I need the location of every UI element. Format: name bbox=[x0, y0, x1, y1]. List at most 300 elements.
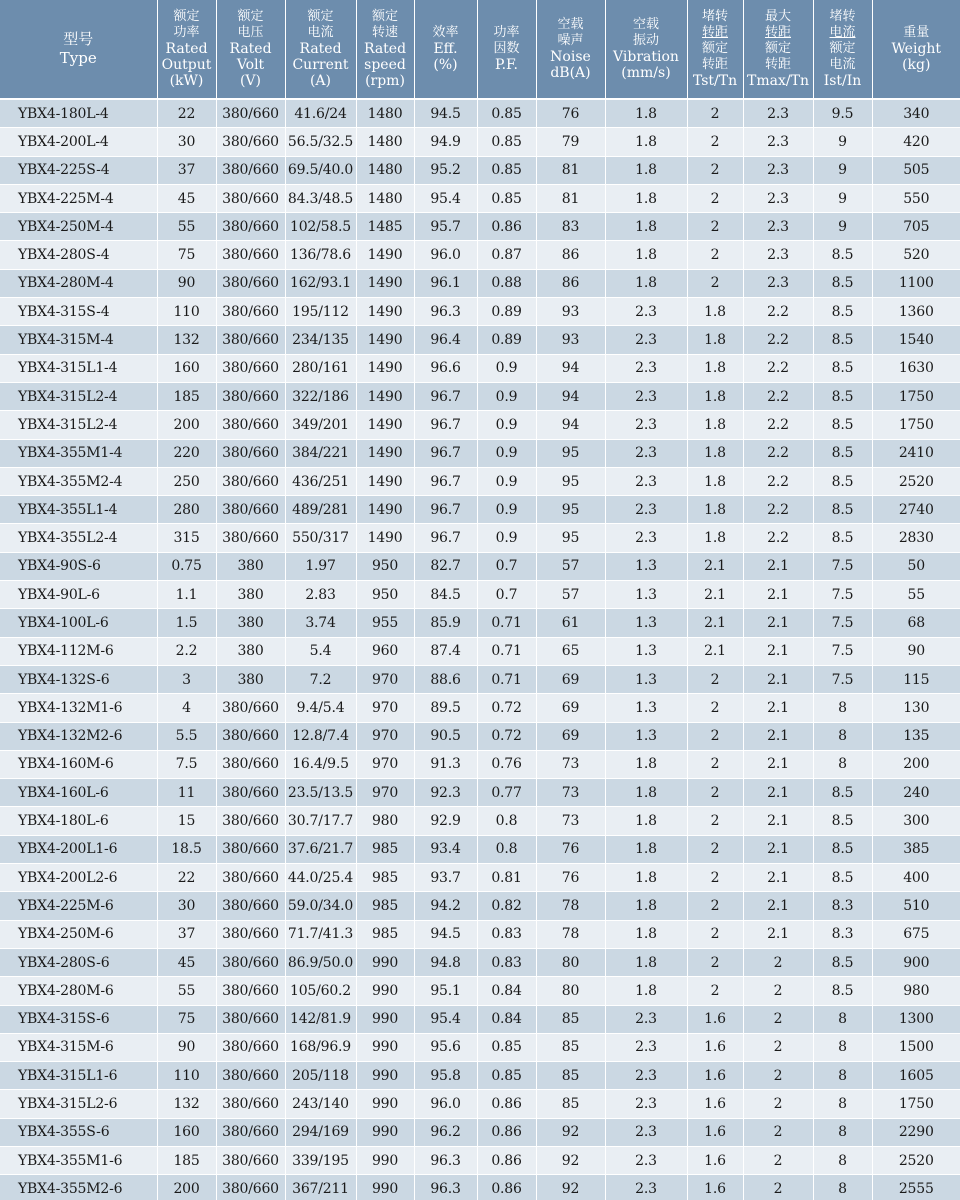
cell-tst-tn: 1.8 bbox=[687, 467, 743, 495]
cell-weight: 115 bbox=[872, 665, 960, 693]
cell-rated-current: 195/112 bbox=[285, 298, 356, 326]
cell-rated-current: 71.7/41.3 bbox=[285, 920, 356, 948]
cell-rated-output: 132 bbox=[157, 1090, 216, 1118]
cell-type: YBX4-315L2-4 bbox=[0, 411, 157, 439]
cell-vibration: 2.3 bbox=[605, 1033, 687, 1061]
table-row bbox=[0, 298, 960, 326]
cell-weight: 90 bbox=[872, 637, 960, 665]
cell-efficiency: 96.3 bbox=[414, 1175, 477, 1200]
cell-vibration: 1.8 bbox=[605, 184, 687, 212]
cell-efficiency: 92.9 bbox=[414, 807, 477, 835]
header-line: 空载 bbox=[557, 17, 584, 32]
header-line: Rated bbox=[165, 41, 208, 57]
header-line: 振动 bbox=[632, 33, 659, 48]
cell-noise: 95 bbox=[536, 524, 605, 552]
table-header bbox=[0, 0, 960, 99]
cell-weight: 1300 bbox=[872, 1005, 960, 1033]
cell-weight: 340 bbox=[872, 99, 960, 128]
cell-noise: 94 bbox=[536, 354, 605, 382]
cell-ist-in: 8.5 bbox=[813, 241, 872, 269]
cell-tst-tn: 2 bbox=[687, 948, 743, 976]
cell-rated-speed: 1490 bbox=[356, 524, 414, 552]
cell-vibration: 2.3 bbox=[605, 354, 687, 382]
header-line: (rpm) bbox=[365, 73, 405, 89]
cell-rated-speed: 950 bbox=[356, 552, 414, 580]
cell-weight: 900 bbox=[872, 948, 960, 976]
table-row bbox=[0, 694, 960, 722]
cell-rated-current: 16.4/9.5 bbox=[285, 750, 356, 778]
header-line: 电流 bbox=[829, 57, 856, 72]
cell-power-factor: 0.9 bbox=[477, 467, 536, 495]
cell-rated-speed: 970 bbox=[356, 750, 414, 778]
cell-efficiency: 94.5 bbox=[414, 99, 477, 128]
cell-weight: 1100 bbox=[872, 269, 960, 297]
cell-efficiency: 91.3 bbox=[414, 750, 477, 778]
header-line: 空载 bbox=[632, 17, 659, 32]
cell-rated-output: 45 bbox=[157, 184, 216, 212]
cell-power-factor: 0.9 bbox=[477, 524, 536, 552]
table-row bbox=[0, 637, 960, 665]
cell-power-factor: 0.85 bbox=[477, 1033, 536, 1061]
cell-vibration: 2.3 bbox=[605, 411, 687, 439]
cell-tmax-tn: 2 bbox=[743, 1175, 813, 1200]
cell-efficiency: 96.0 bbox=[414, 241, 477, 269]
cell-rated-speed: 1490 bbox=[356, 298, 414, 326]
cell-ist-in: 7.5 bbox=[813, 581, 872, 609]
cell-type: YBX4-355M1-4 bbox=[0, 439, 157, 467]
cell-rated-current: 105/60.2 bbox=[285, 977, 356, 1005]
cell-power-factor: 0.9 bbox=[477, 354, 536, 382]
header-vibration bbox=[605, 0, 687, 99]
cell-tst-tn: 2.1 bbox=[687, 637, 743, 665]
header-line: 额定 bbox=[701, 41, 728, 56]
cell-power-factor: 0.89 bbox=[477, 298, 536, 326]
cell-rated-volt: 380/660 bbox=[216, 382, 285, 410]
cell-type: YBX4-90S-6 bbox=[0, 552, 157, 580]
cell-rated-speed: 1490 bbox=[356, 241, 414, 269]
cell-type: YBX4-132S-6 bbox=[0, 665, 157, 693]
cell-rated-speed: 1480 bbox=[356, 184, 414, 212]
cell-efficiency: 95.1 bbox=[414, 977, 477, 1005]
cell-tst-tn: 2 bbox=[687, 977, 743, 1005]
header-ist-in bbox=[813, 0, 872, 99]
cell-tmax-tn: 2 bbox=[743, 948, 813, 976]
cell-ist-in: 9 bbox=[813, 128, 872, 156]
cell-weight: 520 bbox=[872, 241, 960, 269]
cell-rated-output: 280 bbox=[157, 496, 216, 524]
cell-power-factor: 0.86 bbox=[477, 1118, 536, 1146]
cell-type: YBX4-355M2-4 bbox=[0, 467, 157, 495]
cell-rated-volt: 380/660 bbox=[216, 864, 285, 892]
cell-tmax-tn: 2.1 bbox=[743, 835, 813, 863]
cell-vibration: 2.3 bbox=[605, 439, 687, 467]
table-row bbox=[0, 1175, 960, 1200]
cell-rated-volt: 380/660 bbox=[216, 1175, 285, 1200]
cell-rated-current: 322/186 bbox=[285, 382, 356, 410]
header-line: speed bbox=[364, 57, 406, 73]
cell-power-factor: 0.9 bbox=[477, 382, 536, 410]
cell-tmax-tn: 2 bbox=[743, 1118, 813, 1146]
cell-weight: 385 bbox=[872, 835, 960, 863]
cell-power-factor: 0.86 bbox=[477, 213, 536, 241]
header-line: 功率 bbox=[493, 25, 520, 40]
table-row bbox=[0, 779, 960, 807]
table-row bbox=[0, 835, 960, 863]
cell-efficiency: 87.4 bbox=[414, 637, 477, 665]
cell-ist-in: 7.5 bbox=[813, 552, 872, 580]
cell-rated-volt: 380/660 bbox=[216, 1033, 285, 1061]
cell-rated-volt: 380/660 bbox=[216, 892, 285, 920]
cell-rated-speed: 990 bbox=[356, 1175, 414, 1200]
cell-power-factor: 0.82 bbox=[477, 892, 536, 920]
header-line: (mm/s) bbox=[621, 65, 671, 81]
cell-rated-volt: 380/660 bbox=[216, 1005, 285, 1033]
cell-vibration: 1.8 bbox=[605, 835, 687, 863]
header-line: 转距 bbox=[701, 25, 728, 40]
table-row bbox=[0, 382, 960, 410]
header-line: Vibration bbox=[613, 49, 679, 65]
cell-noise: 69 bbox=[536, 694, 605, 722]
header-efficiency bbox=[414, 0, 477, 99]
cell-rated-volt: 380/660 bbox=[216, 184, 285, 212]
cell-rated-output: 7.5 bbox=[157, 750, 216, 778]
cell-rated-output: 250 bbox=[157, 467, 216, 495]
cell-rated-current: 12.8/7.4 bbox=[285, 722, 356, 750]
header-line: Rated bbox=[363, 41, 407, 57]
cell-noise: 95 bbox=[536, 439, 605, 467]
cell-type: YBX4-250M-6 bbox=[0, 920, 157, 948]
header-line: Output bbox=[161, 57, 212, 73]
cell-rated-volt: 380 bbox=[216, 552, 285, 580]
cell-noise: 92 bbox=[536, 1175, 605, 1200]
cell-rated-speed: 990 bbox=[356, 1118, 414, 1146]
cell-rated-speed: 990 bbox=[356, 1033, 414, 1061]
cell-vibration: 2.3 bbox=[605, 1146, 687, 1174]
header-line: Noise bbox=[550, 49, 591, 65]
cell-noise: 73 bbox=[536, 750, 605, 778]
cell-rated-volt: 380/660 bbox=[216, 467, 285, 495]
cell-rated-output: 200 bbox=[157, 1175, 216, 1200]
header-line: 堵转 bbox=[829, 9, 856, 24]
cell-vibration: 2.3 bbox=[605, 467, 687, 495]
cell-rated-current: 243/140 bbox=[285, 1090, 356, 1118]
cell-vibration: 2.3 bbox=[605, 1062, 687, 1090]
cell-rated-current: 7.2 bbox=[285, 665, 356, 693]
cell-efficiency: 95.2 bbox=[414, 156, 477, 184]
cell-noise: 92 bbox=[536, 1118, 605, 1146]
cell-efficiency: 95.7 bbox=[414, 213, 477, 241]
header-line: (A) bbox=[309, 73, 332, 89]
cell-efficiency: 96.7 bbox=[414, 382, 477, 410]
cell-rated-volt: 380/660 bbox=[216, 1090, 285, 1118]
header-line: 转速 bbox=[371, 25, 398, 40]
header-tst-tn bbox=[687, 0, 743, 99]
cell-rated-volt: 380 bbox=[216, 609, 285, 637]
cell-noise: 93 bbox=[536, 326, 605, 354]
cell-rated-output: 110 bbox=[157, 298, 216, 326]
cell-type: YBX4-250M-4 bbox=[0, 213, 157, 241]
cell-rated-speed: 1490 bbox=[356, 411, 414, 439]
cell-ist-in: 8.5 bbox=[813, 382, 872, 410]
header-line: Tmax/Tn bbox=[747, 73, 809, 89]
cell-rated-output: 1.1 bbox=[157, 581, 216, 609]
cell-noise: 76 bbox=[536, 864, 605, 892]
cell-tst-tn: 2 bbox=[687, 694, 743, 722]
table-row bbox=[0, 1062, 960, 1090]
cell-type: YBX4-280S-6 bbox=[0, 948, 157, 976]
table-row bbox=[0, 609, 960, 637]
cell-weight: 300 bbox=[872, 807, 960, 835]
cell-efficiency: 96.3 bbox=[414, 1146, 477, 1174]
cell-tmax-tn: 2.1 bbox=[743, 779, 813, 807]
header-line: 额定 bbox=[307, 9, 334, 24]
header-line: 电流 bbox=[307, 25, 334, 40]
cell-vibration: 1.3 bbox=[605, 552, 687, 580]
table-row bbox=[0, 99, 960, 128]
table-row bbox=[0, 1146, 960, 1174]
cell-rated-output: 55 bbox=[157, 213, 216, 241]
cell-noise: 65 bbox=[536, 637, 605, 665]
cell-rated-speed: 990 bbox=[356, 948, 414, 976]
cell-weight: 1605 bbox=[872, 1062, 960, 1090]
cell-vibration: 1.3 bbox=[605, 665, 687, 693]
cell-rated-current: 3.74 bbox=[285, 609, 356, 637]
cell-noise: 81 bbox=[536, 184, 605, 212]
cell-weight: 420 bbox=[872, 128, 960, 156]
cell-efficiency: 96.4 bbox=[414, 326, 477, 354]
cell-type: YBX4-100L-6 bbox=[0, 609, 157, 637]
cell-rated-output: 37 bbox=[157, 156, 216, 184]
cell-type: YBX4-112M-6 bbox=[0, 637, 157, 665]
cell-rated-output: 5.5 bbox=[157, 722, 216, 750]
cell-rated-volt: 380/660 bbox=[216, 722, 285, 750]
table-row bbox=[0, 581, 960, 609]
cell-tmax-tn: 2.2 bbox=[743, 496, 813, 524]
cell-tmax-tn: 2.3 bbox=[743, 99, 813, 128]
cell-tst-tn: 2 bbox=[687, 241, 743, 269]
cell-tst-tn: 1.8 bbox=[687, 524, 743, 552]
cell-rated-speed: 1490 bbox=[356, 496, 414, 524]
cell-rated-volt: 380/660 bbox=[216, 326, 285, 354]
cell-noise: 85 bbox=[536, 1033, 605, 1061]
cell-tmax-tn: 2.1 bbox=[743, 609, 813, 637]
cell-rated-volt: 380/660 bbox=[216, 524, 285, 552]
cell-rated-volt: 380/660 bbox=[216, 977, 285, 1005]
cell-ist-in: 8.3 bbox=[813, 892, 872, 920]
cell-efficiency: 94.2 bbox=[414, 892, 477, 920]
table-row bbox=[0, 552, 960, 580]
cell-rated-speed: 1480 bbox=[356, 156, 414, 184]
cell-efficiency: 96.7 bbox=[414, 467, 477, 495]
cell-weight: 705 bbox=[872, 213, 960, 241]
cell-type: YBX4-200L1-6 bbox=[0, 835, 157, 863]
cell-rated-speed: 985 bbox=[356, 864, 414, 892]
cell-efficiency: 90.5 bbox=[414, 722, 477, 750]
cell-type: YBX4-315M-4 bbox=[0, 326, 157, 354]
cell-tmax-tn: 2 bbox=[743, 1033, 813, 1061]
cell-rated-output: 45 bbox=[157, 948, 216, 976]
cell-vibration: 2.3 bbox=[605, 298, 687, 326]
cell-tst-tn: 2.1 bbox=[687, 609, 743, 637]
cell-vibration: 1.8 bbox=[605, 213, 687, 241]
cell-weight: 1750 bbox=[872, 411, 960, 439]
cell-rated-speed: 1490 bbox=[356, 326, 414, 354]
cell-weight: 510 bbox=[872, 892, 960, 920]
cell-rated-current: 30.7/17.7 bbox=[285, 807, 356, 835]
cell-weight: 505 bbox=[872, 156, 960, 184]
cell-tst-tn: 1.8 bbox=[687, 298, 743, 326]
cell-tmax-tn: 2.1 bbox=[743, 920, 813, 948]
cell-weight: 1540 bbox=[872, 326, 960, 354]
cell-noise: 92 bbox=[536, 1146, 605, 1174]
cell-efficiency: 94.9 bbox=[414, 128, 477, 156]
cell-vibration: 1.8 bbox=[605, 892, 687, 920]
cell-vibration: 2.3 bbox=[605, 524, 687, 552]
cell-tst-tn: 2 bbox=[687, 864, 743, 892]
header-rated-current bbox=[285, 0, 356, 99]
cell-rated-volt: 380/660 bbox=[216, 354, 285, 382]
table-row bbox=[0, 184, 960, 212]
cell-rated-output: 160 bbox=[157, 1118, 216, 1146]
cell-efficiency: 88.6 bbox=[414, 665, 477, 693]
cell-tmax-tn: 2.2 bbox=[743, 326, 813, 354]
cell-rated-output: 75 bbox=[157, 241, 216, 269]
cell-rated-volt: 380/660 bbox=[216, 1118, 285, 1146]
cell-weight: 550 bbox=[872, 184, 960, 212]
cell-rated-current: 56.5/32.5 bbox=[285, 128, 356, 156]
cell-ist-in: 8.5 bbox=[813, 948, 872, 976]
cell-tmax-tn: 2.1 bbox=[743, 892, 813, 920]
cell-tmax-tn: 2.1 bbox=[743, 552, 813, 580]
cell-ist-in: 8 bbox=[813, 1062, 872, 1090]
header-line: Type bbox=[59, 49, 97, 67]
cell-tst-tn: 1.8 bbox=[687, 382, 743, 410]
cell-rated-current: 136/78.6 bbox=[285, 241, 356, 269]
cell-rated-volt: 380/660 bbox=[216, 496, 285, 524]
table-row bbox=[0, 864, 960, 892]
table-row bbox=[0, 750, 960, 778]
cell-type: YBX4-160M-6 bbox=[0, 750, 157, 778]
cell-ist-in: 8 bbox=[813, 1033, 872, 1061]
table-row bbox=[0, 156, 960, 184]
cell-rated-output: 30 bbox=[157, 892, 216, 920]
cell-type: YBX4-355S-6 bbox=[0, 1118, 157, 1146]
cell-rated-output: 15 bbox=[157, 807, 216, 835]
cell-ist-in: 9 bbox=[813, 156, 872, 184]
cell-power-factor: 0.85 bbox=[477, 99, 536, 128]
cell-ist-in: 9 bbox=[813, 184, 872, 212]
cell-ist-in: 8.5 bbox=[813, 496, 872, 524]
table-row bbox=[0, 213, 960, 241]
cell-rated-volt: 380/660 bbox=[216, 213, 285, 241]
cell-tst-tn: 2 bbox=[687, 99, 743, 128]
cell-rated-output: 1.5 bbox=[157, 609, 216, 637]
cell-noise: 78 bbox=[536, 920, 605, 948]
cell-rated-output: 110 bbox=[157, 1062, 216, 1090]
cell-rated-current: 86.9/50.0 bbox=[285, 948, 356, 976]
header-line: Current bbox=[292, 57, 349, 73]
cell-tmax-tn: 2.2 bbox=[743, 524, 813, 552]
cell-efficiency: 84.5 bbox=[414, 581, 477, 609]
cell-ist-in: 8.5 bbox=[813, 354, 872, 382]
cell-power-factor: 0.71 bbox=[477, 637, 536, 665]
cell-tmax-tn: 2.1 bbox=[743, 722, 813, 750]
cell-weight: 2520 bbox=[872, 1146, 960, 1174]
cell-tst-tn: 1.8 bbox=[687, 439, 743, 467]
cell-power-factor: 0.85 bbox=[477, 1062, 536, 1090]
cell-efficiency: 94.5 bbox=[414, 920, 477, 948]
header-line: dB(A) bbox=[550, 65, 591, 81]
cell-rated-output: 22 bbox=[157, 864, 216, 892]
cell-tmax-tn: 2.2 bbox=[743, 354, 813, 382]
cell-ist-in: 8.3 bbox=[813, 920, 872, 948]
cell-rated-volt: 380/660 bbox=[216, 1062, 285, 1090]
cell-noise: 80 bbox=[536, 977, 605, 1005]
cell-tst-tn: 1.8 bbox=[687, 354, 743, 382]
cell-tst-tn: 2 bbox=[687, 750, 743, 778]
cell-type: YBX4-160L-6 bbox=[0, 779, 157, 807]
cell-rated-output: 185 bbox=[157, 1146, 216, 1174]
header-line: 堵转 bbox=[701, 9, 728, 24]
cell-power-factor: 0.71 bbox=[477, 609, 536, 637]
cell-rated-volt: 380/660 bbox=[216, 807, 285, 835]
cell-rated-output: 0.75 bbox=[157, 552, 216, 580]
cell-rated-volt: 380/660 bbox=[216, 920, 285, 948]
cell-noise: 85 bbox=[536, 1005, 605, 1033]
cell-ist-in: 8 bbox=[813, 694, 872, 722]
cell-rated-speed: 950 bbox=[356, 581, 414, 609]
cell-tst-tn: 1.6 bbox=[687, 1090, 743, 1118]
cell-rated-speed: 955 bbox=[356, 609, 414, 637]
cell-rated-speed: 1490 bbox=[356, 354, 414, 382]
cell-power-factor: 0.84 bbox=[477, 1005, 536, 1033]
cell-weight: 400 bbox=[872, 864, 960, 892]
cell-rated-current: 162/93.1 bbox=[285, 269, 356, 297]
cell-rated-volt: 380/660 bbox=[216, 241, 285, 269]
cell-tst-tn: 2 bbox=[687, 722, 743, 750]
cell-rated-output: 220 bbox=[157, 439, 216, 467]
cell-type: YBX4-180L-4 bbox=[0, 99, 157, 128]
table-row bbox=[0, 948, 960, 976]
cell-type: YBX4-315M-6 bbox=[0, 1033, 157, 1061]
table-row bbox=[0, 269, 960, 297]
table-row bbox=[0, 665, 960, 693]
cell-noise: 76 bbox=[536, 99, 605, 128]
cell-ist-in: 8 bbox=[813, 1005, 872, 1033]
cell-type: YBX4-280M-6 bbox=[0, 977, 157, 1005]
cell-weight: 675 bbox=[872, 920, 960, 948]
cell-ist-in: 8.5 bbox=[813, 807, 872, 835]
header-line: Eff. bbox=[433, 41, 458, 57]
cell-noise: 80 bbox=[536, 948, 605, 976]
cell-rated-output: 185 bbox=[157, 382, 216, 410]
cell-ist-in: 8.5 bbox=[813, 326, 872, 354]
cell-noise: 86 bbox=[536, 269, 605, 297]
cell-rated-output: 18.5 bbox=[157, 835, 216, 863]
header-line: 转距 bbox=[701, 57, 728, 72]
cell-rated-speed: 990 bbox=[356, 1090, 414, 1118]
cell-rated-output: 55 bbox=[157, 977, 216, 1005]
cell-power-factor: 0.85 bbox=[477, 184, 536, 212]
header-line: 额定 bbox=[829, 41, 856, 56]
cell-weight: 2555 bbox=[872, 1175, 960, 1200]
table-row bbox=[0, 1118, 960, 1146]
cell-power-factor: 0.84 bbox=[477, 977, 536, 1005]
cell-tst-tn: 2 bbox=[687, 835, 743, 863]
cell-tst-tn: 2 bbox=[687, 665, 743, 693]
cell-rated-speed: 985 bbox=[356, 892, 414, 920]
cell-vibration: 1.8 bbox=[605, 269, 687, 297]
